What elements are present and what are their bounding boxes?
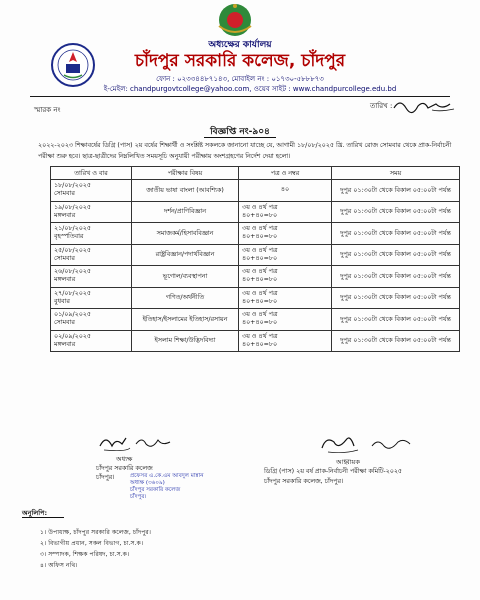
marks-text: ৪০+৪০=৮০	[242, 211, 278, 219]
date-text: ০২/০৯/২০২৫	[54, 332, 91, 340]
principal-signature-icon	[96, 432, 174, 454]
principal-place: চাঁদপুর।	[96, 474, 115, 481]
principal-stamp	[130, 473, 216, 503]
memo-number: স্মারক নং	[34, 106, 61, 114]
subject-cell: ইসলাম শিক্ষা/উদ্ভিদবিদ্যা	[132, 330, 239, 352]
date-cell	[51, 223, 132, 245]
time-cell: দুপুর ০১:৩০টা থেকে বিকাল ০৫:০০টা পর্যন্ত	[332, 223, 460, 245]
office-name: অধ্যক্ষের কার্যালয়	[208, 40, 272, 50]
convener-signature-icon	[318, 432, 414, 456]
government-emblem-icon	[214, 2, 256, 38]
marks-text: ৪০+৪০=৮০	[242, 340, 278, 348]
subject-cell: রাষ্ট্রবিজ্ঞান/পদার্থবিজ্ঞান	[132, 244, 239, 266]
time-cell: দুপুর ০১:৩০টা থেকে বিকাল ০৫:০০টা পর্যন্ত	[332, 180, 460, 202]
day-text: বৃহস্পতিবার	[54, 233, 84, 241]
convener-title: আহ্বায়ক	[336, 458, 360, 466]
list-item: ১। উপাধ্যক্ষ, চাঁদপুর সরকারি কলেজ, চাঁদপুর।	[40, 529, 152, 536]
paper-text: ৩য় ও ৪র্থ পত্র	[242, 268, 278, 276]
header-subject: পরীক্ষার বিষয়	[132, 167, 239, 180]
subject-cell: দর্শন/প্রাণিবিজ্ঞান	[132, 201, 239, 223]
paper-text: ৩য় ও ৪র্থ পত্র	[242, 311, 278, 319]
exam-schedule-table	[50, 166, 460, 352]
day-text: সোমবার	[54, 254, 75, 262]
date-text: ২৬/০৮/২০২৫	[54, 268, 91, 276]
copies-heading: অনুলিপি:	[22, 509, 48, 517]
stamp-line: অধ্যক্ষ (৩৬০৯)	[130, 480, 165, 486]
date-cell	[51, 309, 132, 331]
paper-text: ৩য় ও ৪র্থ পত্র	[242, 246, 278, 254]
date-text: ০১/০৯/২০২৫	[54, 311, 91, 319]
subject-cell: সমাজকর্ম/হিসাববিজ্ঞান	[132, 223, 239, 245]
copies-underline	[22, 517, 64, 518]
table-row	[51, 244, 460, 266]
college-title: চাঁদপুর সরকারি কলেজ, চাঁদপুর	[134, 51, 346, 71]
principal-title: অধ্যক্ষ	[116, 455, 133, 463]
date-handwriting-icon	[388, 96, 460, 114]
day-text: মঙ্গলবার	[54, 340, 76, 348]
paper-cell	[239, 223, 332, 245]
date-cell	[51, 330, 132, 352]
paper-cell	[239, 180, 332, 202]
time-cell: দুপুর ০১:৩০টা থেকে বিকাল ০৫:০০টা পর্যন্ত	[332, 309, 460, 331]
table-row	[51, 223, 460, 245]
time-cell: দুপুর ০১:৩০টা থেকে বিকাল ০৫:০০টা পর্যন্ত	[332, 244, 460, 266]
convener-committee: ডিগ্রি (পাস) ২য় বর্ষ প্রাক-নির্বাচনী পরীক্ষা কমিটি-২০২৫	[264, 468, 403, 475]
paper-cell	[239, 287, 332, 309]
notice-number: বিজ্ঞপ্তি নং-৯০৪	[210, 127, 270, 137]
paper-cell	[239, 244, 332, 266]
date-cell	[51, 201, 132, 223]
day-text: সোমবার	[54, 190, 75, 198]
contact-line: ফোন : ০২৩৩৪৪৮৭১৪৩, মোবাইল নং : ০১৭৩০-৫৮৮৮৭৩	[156, 75, 324, 83]
date-cell	[51, 287, 132, 309]
header-paper: পত্র ও নম্বর	[239, 167, 332, 180]
header-date: তারিখ ও বার	[51, 167, 132, 180]
email-website-line: ই-মেইল: chandpurgovtcollege@yahoo.com, ওয়েব সাইট : www.chandpurcollege.edu.bd	[103, 85, 397, 93]
marks-text: ৪০+৪০=৮০	[242, 276, 278, 284]
date-text: ১৯/০৮/২০২৫	[54, 203, 91, 211]
table-header-row	[51, 167, 460, 180]
subject-cell: গণিত/অর্থনীতি	[132, 287, 239, 309]
time-cell: দুপুর ০১:৩০টা থেকে বিকাল ০৫:০০টা পর্যন্ত	[332, 266, 460, 288]
date-cell	[51, 244, 132, 266]
date-cell	[51, 266, 132, 288]
table-row	[51, 309, 460, 331]
principal-org: চাঁদপুর সরকারি কলেজ	[96, 465, 153, 472]
header-divider	[30, 96, 450, 97]
copies-list	[40, 527, 151, 571]
list-item: ৪। অফিস নথি।	[40, 562, 78, 569]
day-text: বুধবার	[54, 297, 70, 305]
stamp-line: প্রফেসর এ.কে.এম আবদুল মান্নান	[130, 473, 204, 479]
subject-cell: ভূগোল/ব্যবস্থাপনা	[132, 266, 239, 288]
table-row	[51, 330, 460, 352]
marks-text: ৪০+৪০=৮০	[242, 233, 278, 241]
paper-text: ৩য় ও ৪র্থ পত্র	[242, 332, 278, 340]
paper-cell	[239, 330, 332, 352]
day-text: সোমবার	[54, 319, 75, 327]
marks-text: ৪০+৪০=৮০	[242, 297, 278, 305]
convener-place: চাঁদপুর সরকারি কলেজ, চাঁদপুর।	[264, 478, 344, 485]
paper-text: ৪০	[280, 186, 290, 194]
date-text: ২১/০৮/২০২৫	[54, 225, 91, 233]
time-cell: দুপুর ০১:৩০টা থেকে বিকাল ০৫:০০টা পর্যন্ত	[332, 287, 460, 309]
subject-cell: জাতীয় ভাষা বাংলা (আবশ্যিক)	[132, 180, 239, 202]
table-row	[51, 266, 460, 288]
paper-text: ৩য় ও ৪র্থ পত্র	[242, 225, 278, 233]
notice-intro: ২০২২-২০২৩ শিক্ষাবর্ষের ডিগ্রি (পাস) ২য় বর্ষের শিক্ষার্থী ও সংশ্লিষ্ট সকলকে জানানো যাচ্ছে যে, আগামী ১৮/০৮/২০২৫ খ্রি. তারিখ রোজ সোমবার থেকে প্রাক-নির্বাচনী পরীক্ষা শুরু হবে। ছাত্র-ছাত্রীদের নিম্নলিখিত সময়সূচি অনুযায়ী পরীক্ষায় অংশগ্রহণের নির্দেশ দেয়া হলো।	[38, 142, 452, 160]
day-text: মঙ্গলবার	[54, 211, 76, 219]
date-text: ১৮/০৮/২০২৫	[54, 182, 91, 190]
marks-text: ৪০+৪০=৮০	[242, 254, 278, 262]
paper-cell	[239, 201, 332, 223]
date-label: তারিখ :	[370, 102, 393, 110]
subject-cell: ইতিহাস/ইসলামের ইতিহাস/রসায়ন	[132, 309, 239, 331]
notice-underline	[204, 137, 276, 138]
table-row	[51, 180, 460, 202]
paper-cell	[239, 266, 332, 288]
time-cell: দুপুর ০১:৩০টা থেকে বিকাল ০৫:০০টা পর্যন্ত	[332, 201, 460, 223]
list-item: ২। বিভাগীয় প্রধান, সকল বিভাগ, চা.স.ক।	[40, 540, 144, 547]
paper-text: ৩য় ও ৪র্থ পত্র	[242, 289, 278, 297]
date-text: ২৫/০৮/২০২৫	[54, 246, 91, 254]
day-text: মঙ্গলবার	[54, 276, 76, 284]
table-row	[51, 201, 460, 223]
paper-text: ৩য় ও ৪র্থ পত্র	[242, 203, 278, 211]
header-time: সময়	[332, 167, 460, 180]
stamp-line: চাঁদপুর।	[130, 494, 147, 500]
date-cell	[51, 180, 132, 202]
paper-cell	[239, 309, 332, 331]
table-row	[51, 287, 460, 309]
marks-text: ৪০+৪০=৮০	[242, 319, 278, 327]
time-cell: দুপুর ০১:৩০টা থেকে বিকাল ০৫:০০টা পর্যন্ত	[332, 330, 460, 352]
date-text: ২৭/০৮/২০২৫	[54, 289, 91, 297]
stamp-line: চাঁদপুর সরকারি কলেজ	[130, 487, 181, 493]
list-item: ৩। সম্পাদক, শিক্ষক পরিষদ, চা.স.ক।	[40, 551, 130, 558]
